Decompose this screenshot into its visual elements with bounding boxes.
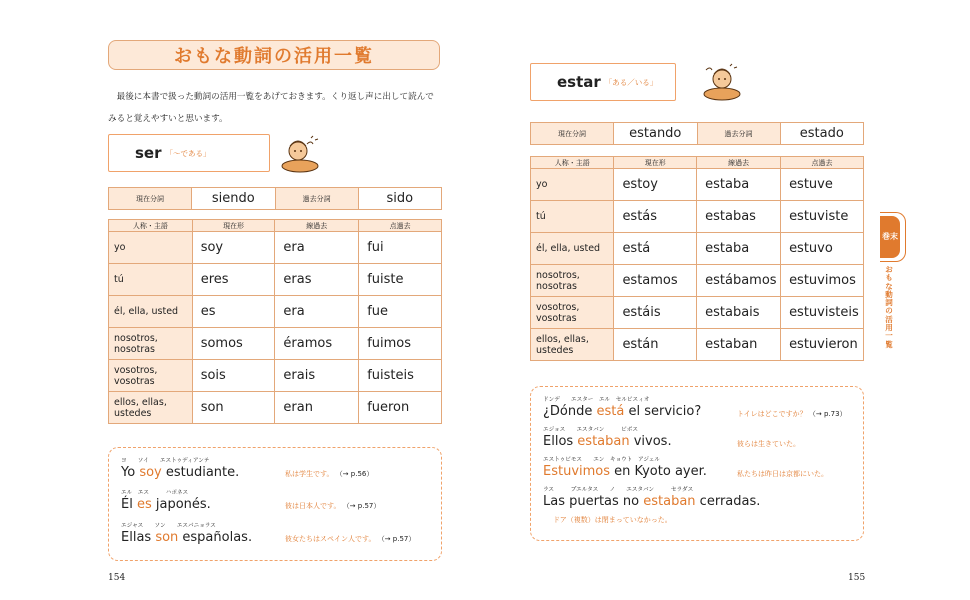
example-sentence <box>121 456 239 480</box>
preterite-cell: fuiste <box>359 264 442 296</box>
preterite-cell: estuvo <box>781 233 864 265</box>
person-cell: ellos, ellas, ustedes <box>109 392 193 424</box>
person-cell: yo <box>531 169 614 201</box>
translation: 彼らは生きていた。 <box>737 440 800 448</box>
header-preterite: 点過去 <box>359 220 442 232</box>
preterite-cell: estuvieron <box>781 329 864 361</box>
conjugation-table-estar <box>530 156 864 361</box>
table-row <box>531 297 864 329</box>
person-cell: ellos, ellas, ustedes <box>531 329 614 361</box>
verb-bubble-ser <box>108 134 270 172</box>
table-row <box>531 329 864 361</box>
highlighted-verb: son <box>155 530 179 545</box>
sentence-text: Él <box>121 497 137 512</box>
person-cell: él, ella, usted <box>109 296 193 328</box>
mascot-thinking-icon <box>278 134 322 174</box>
present-cell: son <box>192 392 275 424</box>
sentence-text: Yo <box>121 465 140 480</box>
person-cell: él, ella, usted <box>531 233 614 265</box>
past-participle-label: 過去分詞 <box>275 188 358 210</box>
imperfect-cell: éramos <box>275 328 359 360</box>
preterite-cell: fue <box>359 296 442 328</box>
preterite-cell: estuviste <box>781 201 864 233</box>
header-imperfect: 線過去 <box>275 220 359 232</box>
conjugation-table-ser <box>108 219 442 424</box>
verb-name: estar <box>557 73 601 91</box>
imperfect-cell: era <box>275 232 359 264</box>
sentence-text: cerradas. <box>695 494 761 509</box>
verb-meaning: 「ある／いる」 <box>604 77 658 87</box>
highlighted-verb: estaban <box>577 434 630 449</box>
reading-guide: エジャス ソン エスパニョラス <box>121 523 216 529</box>
header-present: 現在形 <box>614 157 697 169</box>
imperfect-cell: estabas <box>697 201 781 233</box>
reading-guide: ラス プエルタス ノ エスタバン セラダス <box>543 487 694 493</box>
example-sentence <box>543 425 672 449</box>
past-participle: sido <box>358 188 441 210</box>
verb-bubble-estar <box>530 63 676 101</box>
table-row <box>531 233 864 265</box>
translation: トイレはどこですか？ （→ p.73） <box>737 410 847 418</box>
present-cell: estamos <box>614 265 697 297</box>
preterite-cell: estuvimos <box>781 265 864 297</box>
header-present: 現在形 <box>192 220 275 232</box>
imperfect-cell: era <box>275 296 359 328</box>
imperfect-cell: estaban <box>697 329 781 361</box>
imperfect-cell: erais <box>275 360 359 392</box>
person-cell: tú <box>531 201 614 233</box>
imperfect-cell: estábamos <box>697 265 781 297</box>
person-cell: yo <box>109 232 193 264</box>
translation: 彼女たちはスペイン人です。 （→ p.57） <box>285 535 416 543</box>
imperfect-cell: eran <box>275 392 359 424</box>
examples-box-estar <box>530 386 864 541</box>
participle-table-estar <box>530 122 864 145</box>
header-person: 人称・主語 <box>531 157 614 169</box>
reading-guide: ドンデ エスター エル セルビスィオ <box>543 397 650 403</box>
table-row <box>109 392 442 424</box>
sentence-text: Ellos <box>543 434 578 449</box>
past-participle: estado <box>780 123 863 145</box>
sentence-text: ¿Dónde <box>543 404 597 419</box>
present-participle-label: 現在分詞 <box>531 123 614 145</box>
translation: 私は学生です。 （→ p.56） <box>285 470 374 478</box>
verb-meaning: 「～である」 <box>165 148 211 158</box>
highlighted-verb: estaban <box>643 494 696 509</box>
header-preterite: 点過去 <box>781 157 864 169</box>
table-row <box>531 201 864 233</box>
present-cell: estás <box>614 201 697 233</box>
mascot-thinking-icon <box>700 62 744 102</box>
reading-guide: エジョス エスタバン ビボス <box>543 427 638 433</box>
intro-text: 最後に本書で扱った動詞の活用一覧をあげておきます。くり返し声に出して読んでみると覚えやすいと思います。 <box>108 92 434 124</box>
translation: 私たちは昨日は京都にいた。 <box>737 470 828 478</box>
participle-table-ser <box>108 187 442 210</box>
translation: ドア（複数）は閉まっていなかった。 <box>553 516 672 524</box>
present-cell: es <box>192 296 275 328</box>
table-row <box>109 360 442 392</box>
preterite-cell: fueron <box>359 392 442 424</box>
present-cell: sois <box>192 360 275 392</box>
table-row <box>109 296 442 328</box>
table-row <box>109 328 442 360</box>
present-cell: están <box>614 329 697 361</box>
highlighted-verb: está <box>596 404 625 419</box>
page-title: おもな動詞の活用一覧 <box>108 40 440 70</box>
table-row <box>109 264 442 296</box>
table-row <box>109 232 442 264</box>
present-participle-label: 現在分詞 <box>109 188 192 210</box>
preterite-cell: fui <box>359 232 442 264</box>
example-sentence <box>121 488 211 512</box>
reading-guide: エル エス ハポネス <box>121 490 189 496</box>
sentence-text: estudiante. <box>161 465 240 480</box>
sentence-text: japonés. <box>151 497 211 512</box>
person-cell: nosotros, nosotras <box>109 328 193 360</box>
examples-box-ser <box>108 447 442 561</box>
reading-guide: ヨ ソイ エストゥディアンテ <box>121 458 210 464</box>
table-row <box>531 265 864 297</box>
example-sentence <box>543 485 760 509</box>
present-participle: estando <box>613 123 697 145</box>
page-number-right: 155 <box>848 573 866 583</box>
table-row <box>531 169 864 201</box>
person-cell: tú <box>109 264 193 296</box>
past-participle-label: 過去分詞 <box>697 123 780 145</box>
preterite-cell: estuve <box>781 169 864 201</box>
example-sentence <box>121 521 252 545</box>
side-tab-label: 巻末 <box>880 216 900 258</box>
highlighted-verb: Estuvimos <box>543 464 611 479</box>
present-cell: estoy <box>614 169 697 201</box>
imperfect-cell: estabais <box>697 297 781 329</box>
verb-name: ser <box>135 144 162 162</box>
present-cell: está <box>614 233 697 265</box>
preterite-cell: estuvisteis <box>781 297 864 329</box>
page-number-left: 154 <box>108 573 126 583</box>
sentence-text: en Kyoto ayer. <box>610 464 707 479</box>
present-cell: soy <box>192 232 275 264</box>
present-cell: eres <box>192 264 275 296</box>
example-sentence <box>543 395 701 419</box>
header-imperfect: 線過去 <box>697 157 781 169</box>
sentence-text: españolas. <box>178 530 253 545</box>
imperfect-cell: eras <box>275 264 359 296</box>
imperfect-cell: estaba <box>697 233 781 265</box>
highlighted-verb: soy <box>139 465 162 480</box>
sentence-text: Ellas <box>121 530 156 545</box>
person-cell: nosotros, nosotras <box>531 265 614 297</box>
header-person: 人称・主語 <box>109 220 193 232</box>
present-cell: somos <box>192 328 275 360</box>
present-participle: siendo <box>192 188 276 210</box>
sentence-text: Las puertas no <box>543 494 644 509</box>
preterite-cell: fuimos <box>359 328 442 360</box>
translation: 彼は日本人です。 （→ p.57） <box>285 502 381 510</box>
imperfect-cell: estaba <box>697 169 781 201</box>
sentence-text: vivos. <box>629 434 672 449</box>
sentence-text: el servicio? <box>624 404 702 419</box>
preterite-cell: fuisteis <box>359 360 442 392</box>
reading-guide: エストゥビモス エン キョウト アジェル <box>543 457 660 463</box>
present-cell: estáis <box>614 297 697 329</box>
example-sentence <box>543 455 707 479</box>
side-tab-text: おもな動詞の活用一覧 <box>885 265 893 349</box>
person-cell: vosotros, vosotras <box>109 360 193 392</box>
person-cell: vosotros, vosotras <box>531 297 614 329</box>
highlighted-verb: es <box>136 497 152 512</box>
